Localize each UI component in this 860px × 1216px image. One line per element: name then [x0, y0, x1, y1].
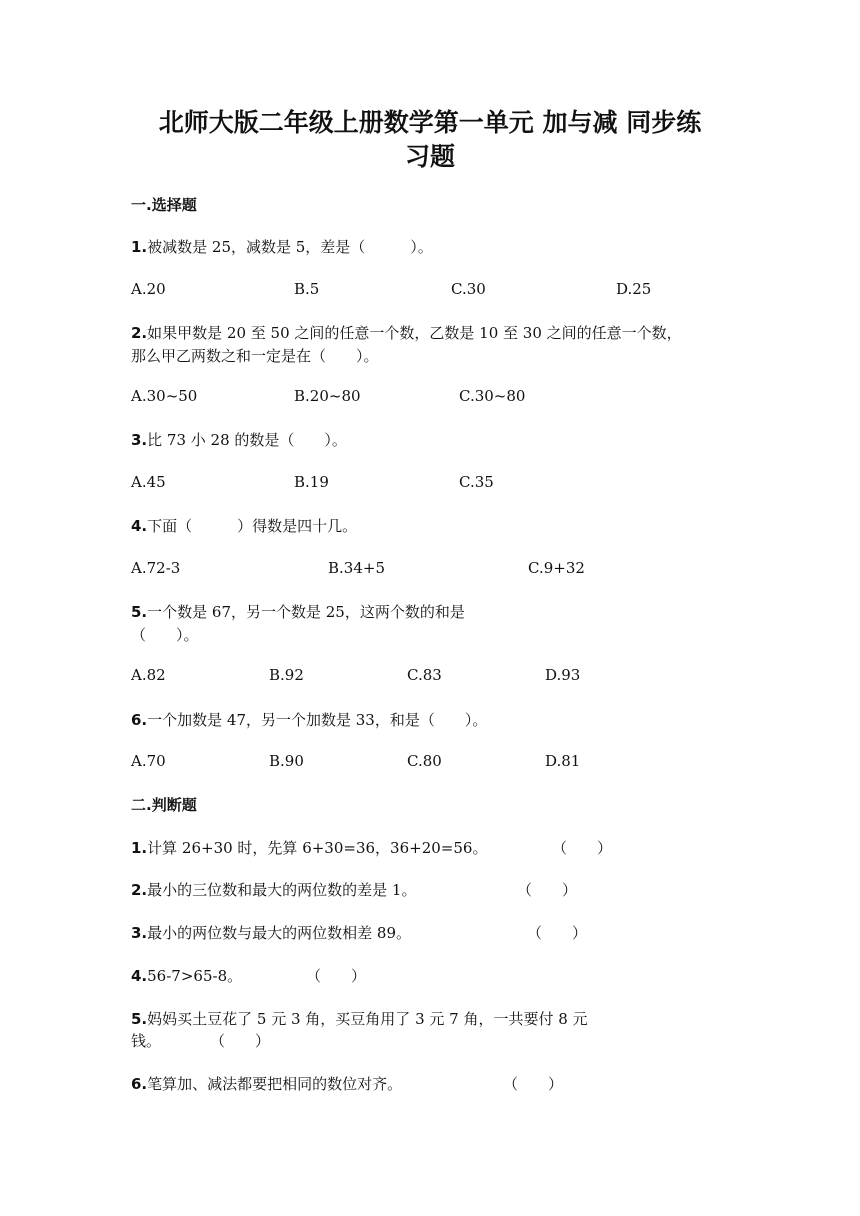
question-number: 3. — [131, 924, 148, 942]
answer-blank[interactable]: （ ） — [527, 924, 588, 942]
judgement-question-3 — [131, 922, 411, 943]
choice-question-4 — [131, 515, 357, 536]
choice-question-3 — [131, 429, 347, 450]
question-text: 被减数是 25，减数是 5，差是（ ）。 — [147, 238, 433, 256]
question-number: 1. — [131, 238, 148, 256]
judgement-question-1 — [131, 837, 487, 858]
section-heading-choice: 一.选择题 — [131, 196, 197, 214]
option-d[interactable]: D.25 — [616, 280, 652, 298]
question-text: 下面（ ）得数是四十几。 — [147, 517, 358, 535]
question-number: 2. — [131, 324, 148, 342]
answer-blank[interactable]: （ ） — [517, 881, 578, 899]
option-a[interactable]: A.72-3 — [131, 559, 181, 577]
question-text: 计算 26+30 时，先算 6+30=36，36+20=56。 — [147, 839, 488, 857]
page-title — [100, 106, 760, 174]
question-text: 一个加数是 47，另一个加数是 33，和是（ ）。 — [147, 711, 488, 729]
choice-question-2-line-2: 那么甲乙两数之和一定是在（ ）。 — [131, 347, 379, 365]
question-text: 最小的三位数和最大的两位数的差是 1。 — [147, 881, 417, 899]
option-b[interactable]: B.20~80 — [294, 387, 361, 405]
section-heading-judgement: 二.判断题 — [131, 796, 197, 814]
question-number: 6. — [131, 1075, 148, 1093]
option-b[interactable]: B.34+5 — [328, 559, 385, 577]
answer-blank[interactable]: （ ） — [552, 839, 613, 857]
question-text: 如果甲数是 20 至 50 之间的任意一个数，乙数是 10 至 30 之间的任意一个数， — [147, 324, 682, 342]
option-b[interactable]: B.92 — [269, 666, 304, 684]
option-c[interactable]: C.30 — [451, 280, 486, 298]
option-c[interactable]: C.35 — [459, 473, 494, 491]
choice-question-2 — [131, 322, 682, 343]
question-text: 笔算加、减法都要把相同的数位对齐。 — [147, 1075, 403, 1093]
option-a[interactable]: A.82 — [131, 666, 166, 684]
answer-blank[interactable]: （ ） — [210, 1032, 271, 1050]
judgement-question-5 — [131, 1008, 588, 1029]
choice-question-5-line-2: （ ）。 — [131, 626, 199, 644]
judgement-question-5-line-2: 钱。 — [131, 1032, 162, 1050]
option-a[interactable]: A.30~50 — [131, 387, 198, 405]
question-number: 6. — [131, 711, 148, 729]
question-number: 1. — [131, 839, 148, 857]
judgement-question-4 — [131, 965, 242, 986]
answer-blank[interactable]: （ ） — [503, 1075, 564, 1093]
question-text: 56-7>65-8。 — [147, 967, 243, 985]
title-line-1: 北师大版二年级上册数学第一单元 加与减 同步练 — [158, 108, 702, 137]
option-c[interactable]: C.83 — [407, 666, 442, 684]
option-b[interactable]: B.5 — [294, 280, 320, 298]
choice-question-6 — [131, 709, 487, 730]
question-text: 一个数是 67，另一个数是 25，这两个数的和是 — [147, 603, 465, 621]
question-text: 最小的两位数与最大的两位数相差 89。 — [147, 924, 411, 942]
answer-blank[interactable]: （ ） — [306, 967, 367, 985]
option-c[interactable]: C.9+32 — [528, 559, 585, 577]
question-number: 3. — [131, 431, 148, 449]
question-number: 5. — [131, 1010, 148, 1028]
option-b[interactable]: B.19 — [294, 473, 329, 491]
question-number: 4. — [131, 967, 148, 985]
question-text: 妈妈买土豆花了 5 元 3 角，买豆角用了 3 元 7 角，一共要付 8 元 — [147, 1010, 588, 1028]
option-b[interactable]: B.90 — [269, 752, 304, 770]
choice-question-5 — [131, 601, 465, 622]
option-a[interactable]: A.45 — [131, 473, 166, 491]
option-c[interactable]: C.30~80 — [459, 387, 526, 405]
judgement-question-6 — [131, 1073, 402, 1094]
option-d[interactable]: D.93 — [545, 666, 581, 684]
question-text: 比 73 小 28 的数是（ ）。 — [147, 431, 347, 449]
option-c[interactable]: C.80 — [407, 752, 442, 770]
judgement-question-2 — [131, 879, 416, 900]
option-a[interactable]: A.20 — [131, 280, 166, 298]
option-a[interactable]: A.70 — [131, 752, 166, 770]
question-number: 4. — [131, 517, 148, 535]
choice-question-1 — [131, 236, 433, 257]
title-line-2: 习题 — [404, 142, 455, 171]
question-number: 2. — [131, 881, 148, 899]
question-number: 5. — [131, 603, 148, 621]
option-d[interactable]: D.81 — [545, 752, 581, 770]
